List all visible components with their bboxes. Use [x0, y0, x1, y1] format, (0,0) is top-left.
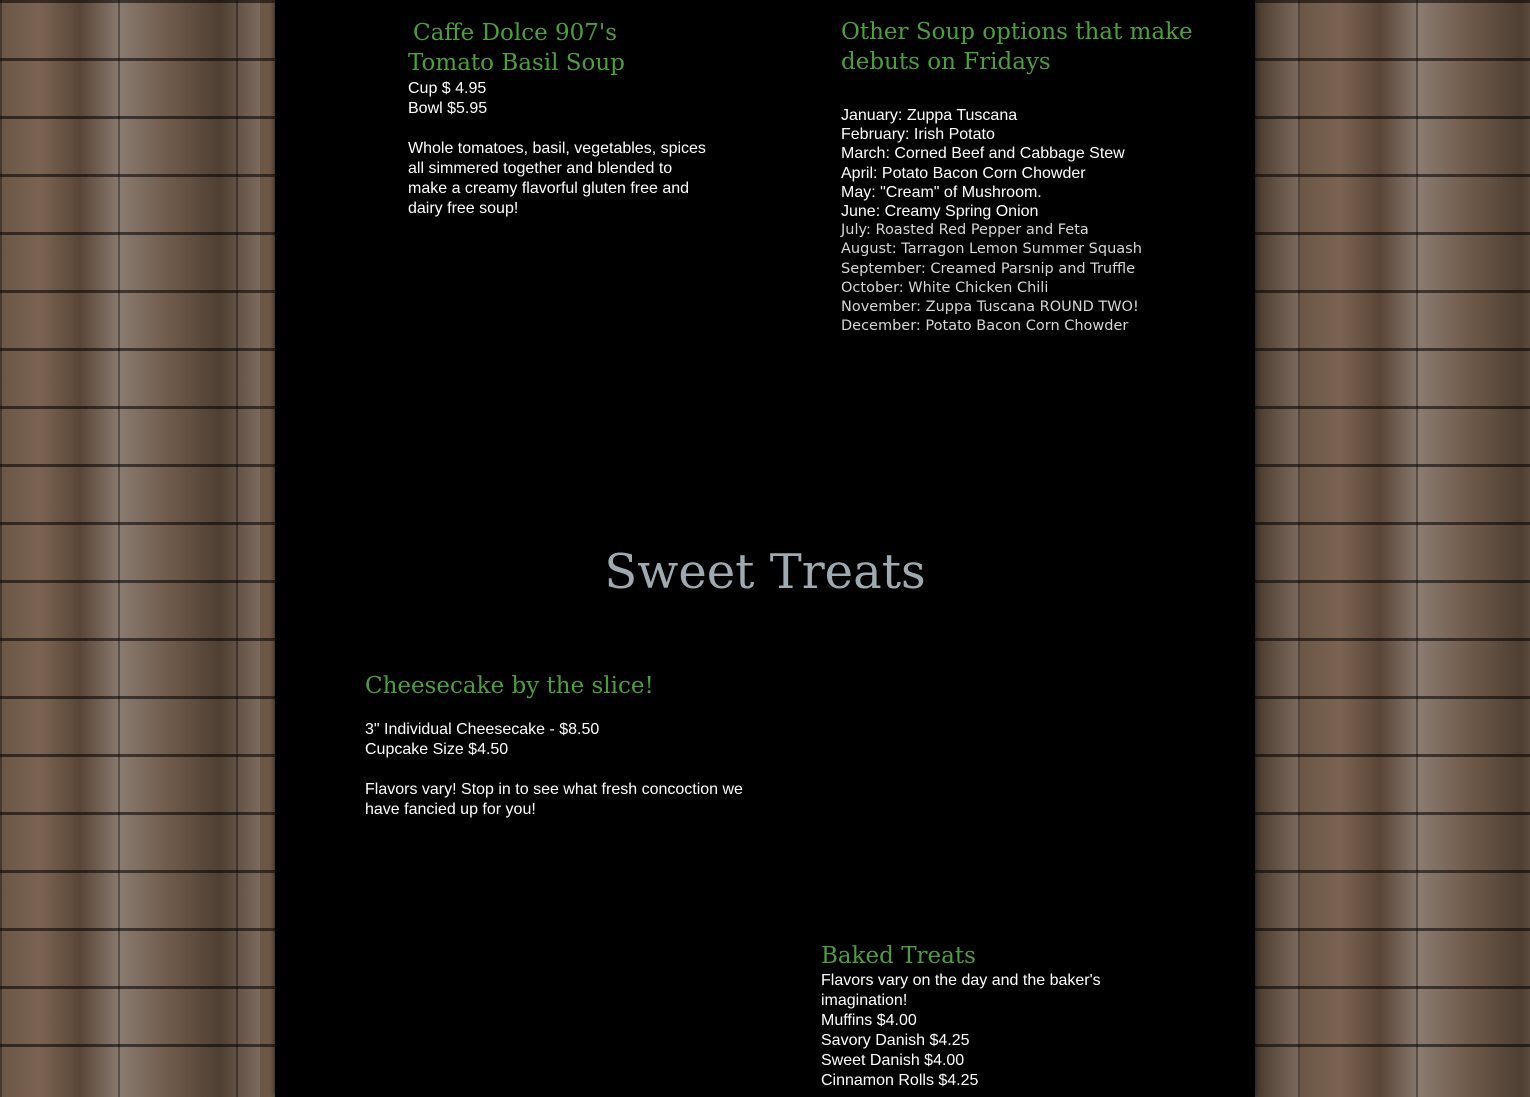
bowl-price: Bowl $5.95 [408, 100, 488, 117]
description-line: dairy free soup! [408, 200, 519, 217]
tomato-soup-title [408, 18, 728, 78]
baked-treats-list [821, 971, 1131, 1091]
month-item-december: December: Potato Bacon Corn Chowder [841, 318, 1129, 335]
month-item-january: January: Zuppa Tuscana [841, 107, 1018, 124]
tomato-soup-title-line2: Tomato Basil Soup [408, 50, 625, 76]
baked-treats-title: Baked Treats [821, 943, 976, 969]
description-line: Whole tomatoes, basil, vegetables, spices [408, 140, 706, 157]
month-item-august: August: Tarragon Lemon Summer Squash [841, 241, 1142, 258]
other-soups-title-line2: debuts on Fridays [841, 49, 1051, 75]
baked-item-muffins: Muffins $4.00 [821, 1012, 917, 1029]
cheesecake-description [365, 780, 755, 820]
description-line: all simmered together and blended to [408, 160, 673, 177]
tomato-soup-description [408, 139, 718, 219]
baked-description-line: imagination! [821, 992, 908, 1009]
monthly-soup-list [841, 106, 1201, 336]
month-item-march: March: Corned Beef and Cabbage Stew [841, 145, 1125, 163]
baked-item-savory-danish: Savory Danish $4.25 [821, 1032, 970, 1049]
month-item-september: September: Creamed Parsnip and Truffle [841, 260, 1136, 277]
cheesecake-title: Cheesecake by the slice! [365, 673, 654, 699]
month-item-april: April: Potato Bacon Corn Chowder [841, 164, 1086, 182]
month-item-june: June: Creamy Spring Onion [841, 203, 1039, 221]
description-line: have fancied up for you! [365, 801, 536, 818]
sweet-treats-heading: Sweet Treats [604, 544, 926, 600]
month-item-may: May: "Cream" of Mushroom. [841, 183, 1042, 201]
other-soups-title [841, 17, 1193, 77]
individual-cheesecake-price: 3" Individual Cheesecake - $8.50 [365, 721, 600, 738]
month-item-november: November: Zuppa Tuscana ROUND TWO! [841, 299, 1139, 316]
baked-description-line: Flavors vary on the day and the baker's [821, 972, 1101, 989]
other-soups-title-line1: Other Soup options that make [841, 19, 1193, 45]
menu-board [275, 0, 1255, 1097]
baked-item-sweet-danish: Sweet Danish $4.00 [821, 1052, 965, 1069]
wood-wall-left [0, 0, 275, 1097]
month-item-july: July: Roasted Red Pepper and Feta [841, 222, 1089, 239]
baked-item-cinnamon-rolls: Cinnamon Rolls $4.25 [821, 1072, 979, 1089]
description-line: Flavors vary! Stop in to see what fresh concoction we [365, 781, 743, 798]
cup-price: Cup $ 4.95 [408, 80, 487, 97]
description-line: make a creamy flavorful gluten free and [408, 180, 690, 197]
month-item-october: October: White Chicken Chili [841, 279, 1049, 296]
cheesecake-prices [365, 720, 765, 760]
wood-wall-right [1255, 0, 1530, 1097]
tomato-soup-prices [408, 79, 728, 119]
tomato-soup-title-line1: Caffe Dolce 907's [413, 20, 618, 46]
month-item-february: February: Irish Potato [841, 126, 995, 144]
cupcake-size-price: Cupcake Size $4.50 [365, 741, 509, 758]
